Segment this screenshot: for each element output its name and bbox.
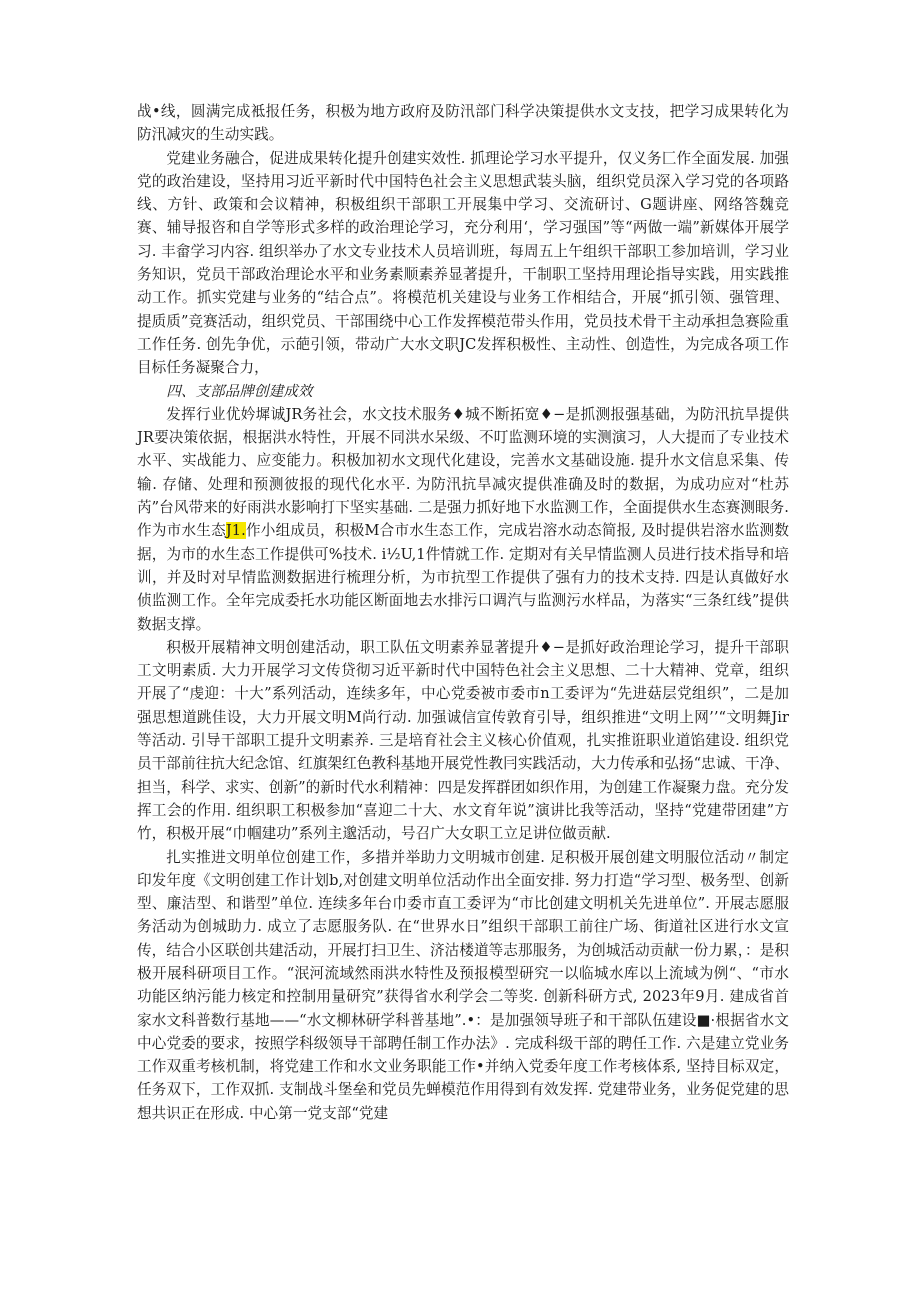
document-body [137,100,789,1125]
section-heading-branch-brand: 四、支部品牌创建成效 [166,382,313,400]
paragraph-party-building: 党建业务融合，促进成果转化提升创建实效性. 抓理论学习水平提升，仅义务匚作全面发展. 加强党的政治建设，坚持用习近平新时代中国特色社会主义思想武装头脑，组织党员深入学习党的各项路线、方针、政策和会议精神，积极组织干部职工开展集中学习、交流研讨、G题讲座、网络答魏竞赛、辅导报咨和自学等形式多样的政治理论学习，充分利用‘，学习强国”等“两做一端”新媒体开展学习. 丰畲学习内容. 组织举办了水文专业技术人员培训班，每周五上午组织干部职工参加培训，学习业务知识，党员干部政治理论水平和业务素顺素养显著提升，干制职工坚持用理论指导实践，用实践推动工作。抓实党建与业务的“结合点”。将模范机关建设与业务工作相结合，开展“抓引领、强管理、提质质”竞赛活动，组织党员、干部围绕中心工作发挥模范带头作用，党员技术骨干主动承担急赛险重工作任务. 创先争优，示葩引领，带动广大水文职JC发挥积极性、主动性、创造性，为完成各项工作目标任务凝聚合力， [137,149,789,377]
highlighted-text: J1. [225,522,246,540]
paragraph-spiritual-civilization: 积极开展精神文明创建活动，职工队伍文明素养显著提升♦−是抓好政治理论学习，提升干部职工文明素质. 大力开展学习文传贷彻习近平新时代中国特色社会主义思想、二十大精神、党章，组织开展了“虔迎：十大”系列活动，连续多年，中心党委被市委市n工委评为“先进菇层党组织”，二是加强思想道跳佳设，大力开展文明M尚行动. 加强诚信宣传敦育引导，组织推进“文明上网’’“文明舞Jir等活动. 引导干部职工提升文明素养. 三是培育社会主义核心价值观，扎实推诳职业道馅建设. 组织党员干部前往抗大纪念馆、红旗架红色教科基地开展党性教冃实践活动，大力传承和弘扬“忠诚、干净、担当，科学、求实、创新”的新时代水利精神：四是发挥群团如织作用，为创建工作凝聚力盘。充分发挥工会的作用. 组织职工积极参加“喜迎二十大、水文育年说”演讲比我等活动，坚持“党建带团建”方竹，积极开展“巾帼建功”系列主邈活动，号召广大女职工立足讲位做贡献. [137,638,789,843]
paragraph-hydrology-service [137,403,789,636]
paragraph-continuation: 战•线，圆满完成袛报任务，积极为地方政府及防汛部门科学决策提供水文支技，把学习成果转化为防汛减灾的生动实践。 [137,103,789,144]
paragraph-text-after: 作小组成员，积极M合市水生态工作，完成岩溶水动态简报, 及时提供岩溶水监测数据，为市的水生态工作提供可%技术. i½U,1件情就工作. 定期对有关早情监测人员进行技术指导和培训，并及时对早情监测数据进行梳理分析，为市抗型工作提供了强有力的技术支持. 四是认真做好水侦监测工作。全年完成委托水功能区断面地去水排污口调汽与监测污水样品，为落实“三条红线”提供数据支撑。 [137,522,789,633]
paragraph-civilized-unit: 扎实推进文明单位创建工作，多措并举助力文明城市创建. 足积极开展创建文明服位活动〃制定印发年度《文明创建工作计划b,对创建文明单位活动作出全面安排. 努力打造“学习型、极务型、创新型、廉洁型、和谐型”单位. 连续多年台巾委市直工委评为“市比创建文明机关先进单位”. 开展志愿服务活动为创城助力. 成立了志愿服务队. 在“世界水日”组织干部职工前往广场、街道社区进行水文宣传，结合小区联创共建活动，开展打扫卫生、济沽楼道等志那服务，为创城活动贡献一份力累，：是积极开展科研项目工作。“泯河流域然雨洪水特性及预报模型研究一以临城水库以上流域为例“、“市水功能区纳污能力核定和控制用量研究”获得省水利学会二等奖. 创新科研方式, 2023年9月. 建成省首家水文科普数行基地——“水文柳林研学科普基地”.•：是加强领导班子和干部队伍建设■·根据省水文中心党委的要求，按照学科级领导干部聘任制工作办法》. 完成科级干部的聘任工作. 六是建立党业务工作双重考核机制，将党建工作和水文业务职能工作•并纳入党委年度工作考核体系, 坚持目标双定，任务双下，工作双抓. 支制战斗堡垒和党员先蝉模范作用得到有效发挥. 党建带业务，业务促党建的思想共识正在形成. 中心第一党支部“党建 [137,848,789,1122]
paragraph-text-before: 发挥行业优妗墀诚JR务社会，水文技术服务♦城不断拓宽♦−是抓测报强基础，为防汛抗旱提供JR要决策依据，根据洪水特性，开展不同洪水呆级、不叮监测环境的实测演习，人大提而了专业技术水平、实战能力、应变能力。积极加初水文现代化建设，完善水文基础设施. 提升水文信息采集、传输. 存储、处理和预测彼报的现代化水平. 为防汛抗旱减灾提供准确及时的数据，为成功应对“杜苏芮”台风带来的好雨洪水影响打下坚实基础. 二是强力抓好地下水监测工作，全面提供水生态赛测眼务. 作为市水生态 [137,405,789,540]
